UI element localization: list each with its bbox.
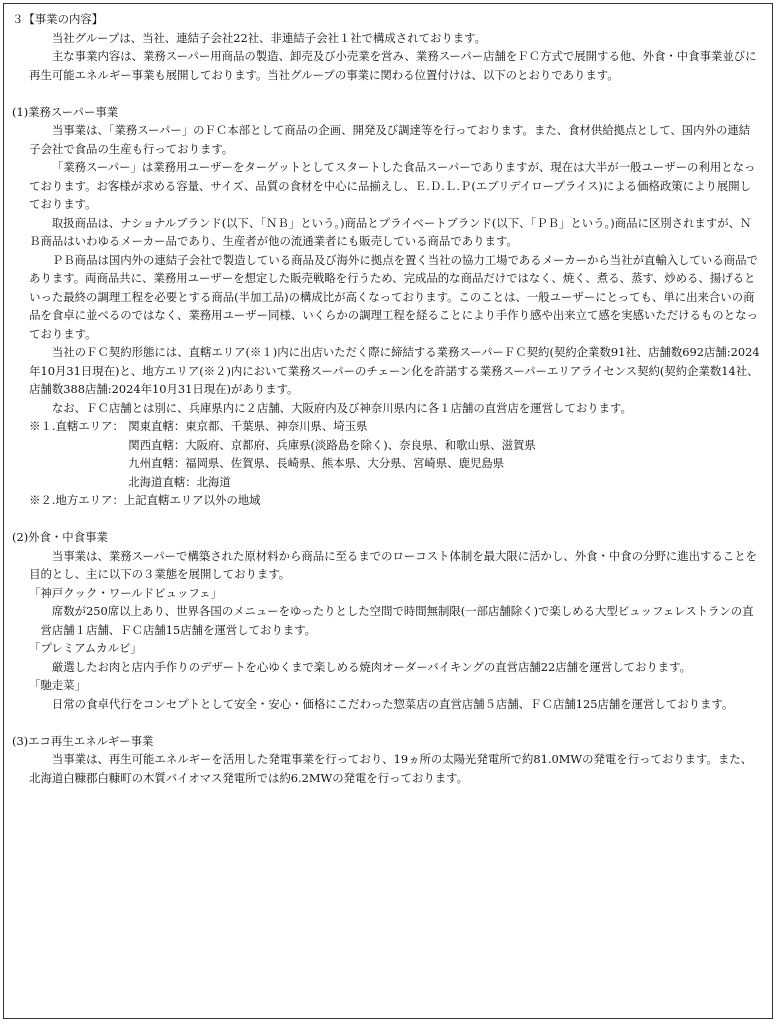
intro-paragraph-1: 当社グループは、当社、連結子会社22社、非連結子会社１社で構成されております。 (51, 30, 487, 45)
brand-description: 厳選したお肉と店内手作りのデザートを心ゆくまで楽しめる焼肉オーダーバイキングの直営店舗22店舗を運営しております。 (51, 659, 692, 674)
business-super-paragraph: 「業務スーパー」は業務用ユーザーをターゲットとしてスタートした食品スーパーでありますが、現在は大半が一般ユーザーの利用となっております。お客様が求める容量、サイズ、品質の食材を中心に品揃えし、Ｅ.Ｄ.Ｌ.Ｐ(エブリデイロープライス)による価格政策により展開しております。 (29, 160, 756, 211)
intro-paragraph-2: 主な事業内容は、業務スーパー用商品の製造、卸売及び小売業を営み、業務スーパー店舗をＦＣ方式で展開する他、外食・中食事業並びに再生可能エネルギー事業も展開しております。当社グループの事業に関わる位置付けは、以下のとおりであります。 (29, 49, 757, 82)
section-title: ３【事業の内容】 (12, 12, 104, 26)
subsection-title-eco-energy: (3)エコ再生エネルギー事業 (12, 733, 154, 748)
document-body (12, 10, 760, 787)
business-super-paragraph: 取扱商品は、ナショナルブランド(以下、「ＮＢ」という。)商品とプライベートブランド(以下、「ＰＢ」という。)商品に区別されますが、ＮＢ商品はいわゆるメーカー品であり、生産者が他の流通業者にも販売している商品であります。 (29, 215, 752, 248)
note-direct-area-kansai: 関西直轄：大阪府、京都府、兵庫県(淡路島を除く)、奈良県、和歌山県、滋賀県 (128, 437, 536, 452)
note-direct-area-kyushu: 九州直轄：福岡県、佐賀県、長崎県、熊本県、大分県、宮崎県、鹿児島県 (128, 456, 505, 470)
eco-energy-paragraph: 当事業は、再生可能エネルギーを活用した発電事業を行っており、19ヵ所の太陽光発電所で約81.0MWの発電を行っております。また、北海道白糠郡白糠町の木質バイオマス発電所では約6.2MWの発電を行っております。 (29, 752, 753, 785)
brand-name: 「神戸クック・ワールドビュッフェ」 (29, 585, 222, 600)
business-super-paragraph: ＰＢ商品は国内外の連結子会社で製造している商品及び海外に拠点を置く当社の協力工場であるメーカーから当社が直輸入している商品であります。両商品共に、業務用ユーザーを想定した販売戦略を行うため、完成品的な商品だけではなく、焼く、煮る、蒸す、炒める、揚げるといった最終の調理工程を必要とする商品(半加工品)の構成比が高くなっております。このことは、一般ユーザーにとっても、単に出来合いの商品を食卓に並べるのではなく、業務用ユーザー同様、いくらかの調理工程を経ることにより手作り感や出来立て感を実感いただけるものとなっております。 (29, 252, 758, 341)
note-regional-area: ※２.地方エリア：上記直轄エリア以外の地域 (29, 493, 261, 507)
note-direct-area-kanto: 関東直轄：東京都、千葉県、神奈川県、埼玉県 (128, 419, 368, 433)
business-super-paragraph: なお、ＦＣ店舗とは別に、兵庫県内に２店舗、大阪府内及び神奈川県内に各１店舗の直営店を運営しております。 (51, 400, 632, 415)
note-direct-area (12, 417, 760, 491)
business-super-paragraph: 当社のＦＣ契約形態には、直轄エリア(※１)内に出店いただく際に締結する業務スーパーＦＣ契約(契約企業数91社、店舗数692店舗:2024年10月31日現在)と、地方エリア(※２)内において業務スーパーのチェーン化を許諾する業務スーパーエリアライセンス契約(契約企業数14社、店舗数388店舗:2024年10月31日現在)があります。 (29, 345, 760, 396)
food-service-intro: 当事業は、業務スーパーで構築された原材料から商品に至るまでのローコスト体制を最大限に活かし、外食・中食の分野に進出することを目的とし、主に以下の３業態を展開しております。 (29, 548, 757, 581)
brand-description: 日常の食卓代行をコンセプトとして安全・安心・価格にこだわった惣菜店の直営店舗５店舗、ＦＣ店舗125店舗を運営しております。 (51, 696, 734, 711)
brand-name: 「プレミアムカルビ」 (29, 641, 142, 655)
business-super-paragraph: 当事業は、「業務スーパー」のＦＣ本部として商品の企画、開発及び調達等を行っております。また、食材供給拠点として、国内外の連結子会社で食品の生産も行っております。 (29, 123, 751, 156)
note-direct-area-label: ※１.直轄エリア： (29, 419, 124, 433)
brand-name: 「馳走菜」 (29, 678, 87, 692)
brand-description: 席数が250席以上あり、世界各国のメニューをゆったりとした空間で時間無制限(一部店舗除く)で楽しめる大型ビュッフェレストランの直営店舗１店舗、ＦＣ店舗15店舗を運営しております。 (40, 604, 754, 637)
subsection-title-business-super: (1)業務スーパー事業 (12, 104, 119, 119)
subsection-title-food-service: (2)外食・中食事業 (12, 530, 108, 544)
note-direct-area-hokkaido: 北海道直轄：北海道 (128, 474, 231, 489)
